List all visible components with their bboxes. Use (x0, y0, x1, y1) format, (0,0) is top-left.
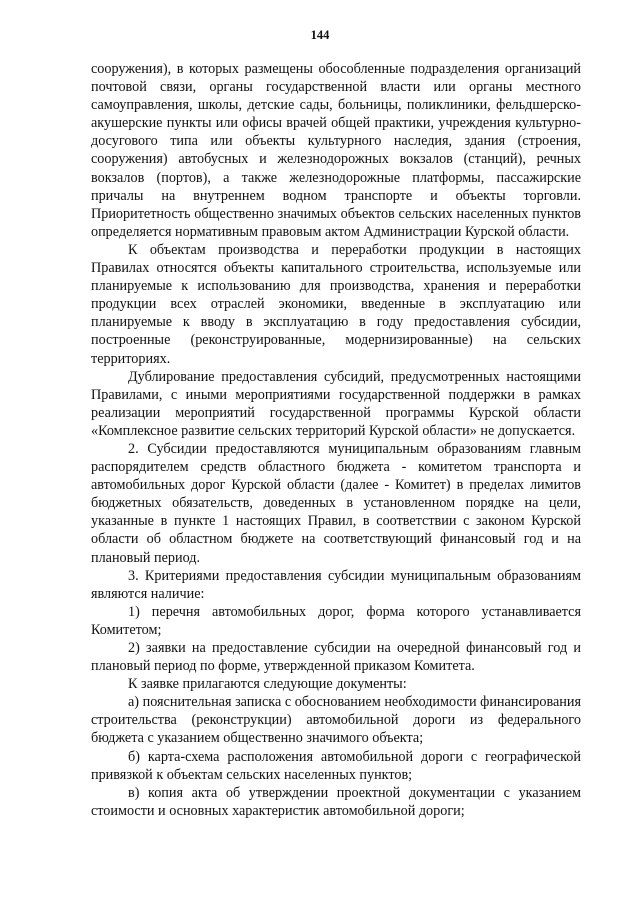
paragraph-subitem-1: 1) перечня автомобильных дорог, форма которого устанавливается Комитетом; (91, 603, 581, 638)
paragraph-attachment-b: б) карта-схема расположения автомобильной дороги с географической привязкой к объектам сельских населенных пунктов; (91, 748, 581, 783)
paragraph-item-2: 2. Субсидии предоставляются муниципальным образованиям главным распорядителем средств областного бюджета - комитетом транспорта и автомобильных дорог Курской области (далее - Комитет) в пределах лимитов бюджетных обязательств, доведенных в установленном порядке на цели, указанные в пункте 1 настоящих Правил, в соответствии с законом Курской области об областном бюджете на соответствующий финансовый год и на плановый период. (91, 440, 581, 566)
paragraph-subitem-2: 2) заявки на предоставление субсидии на очередной финансовый год и плановый период по форме, утвержденной приказом Комитета. (91, 640, 581, 675)
document-body (91, 60, 581, 820)
paragraph-attachment-a: а) пояснительная записка с обоснованием необходимости финансирования строительства (реконструкции) автомобильной дороги из федерального бюджета с указанием общественно значимого объекта; (91, 694, 581, 747)
paragraph-production-objects: К объектам производства и переработки продукции в настоящих Правилах относятся объекты капитального строительства, используемые или планируемые к использованию для производства, хранения и переработки продукции всех отраслей экономики, введенные в эксплуатацию или планируемые к вводу в эксплуатацию в году предоставления субсидии, построенные (реконструированные, модернизированные) на сельских территориях. (91, 241, 581, 367)
paragraph-duplication: Дублирование предоставления субсидий, предусмотренных настоящими Правилами, с иными мероприятиями государственной поддержки в рамках реализации мероприятий государственной программы Курской области «Комплексное развитие сельских территорий Курской области» не допускается. (91, 368, 581, 439)
paragraph-attachments-intro: К заявке прилагаются следующие документы: (128, 676, 407, 693)
paragraph-rural-objects: сооружения), в которых размещены обособленные подразделения организаций почтовой связи, органы государственной власти или органы местного самоуправления, школы, детские сады, больницы, поликлиники, фельдшерско-акушерские пункты или офисы врачей общей практики, учреждения культурно-досугового типа или объекты культурного наследия, здания (строения, сооружения) автобусных и железнодорожных вокзалов (станций), речных вокзалов (портов), а также железнодорожные платформы, пассажирские причалы на внутреннем водном транспорте и объекты торговли. Приоритетность общественно значимых объектов сельских населенных пунктов определяется нормативным правовым актом Администрации Курской области. (91, 61, 581, 240)
paragraph-item-3: 3. Критериями предоставления субсидии муниципальным образованиям являются наличие: (91, 567, 581, 602)
paragraph-attachment-c: в) копия акта об утверждении проектной документации с указанием стоимости и основных характеристик автомобильной дороги; (91, 784, 581, 819)
page-number: 144 (310, 28, 330, 42)
